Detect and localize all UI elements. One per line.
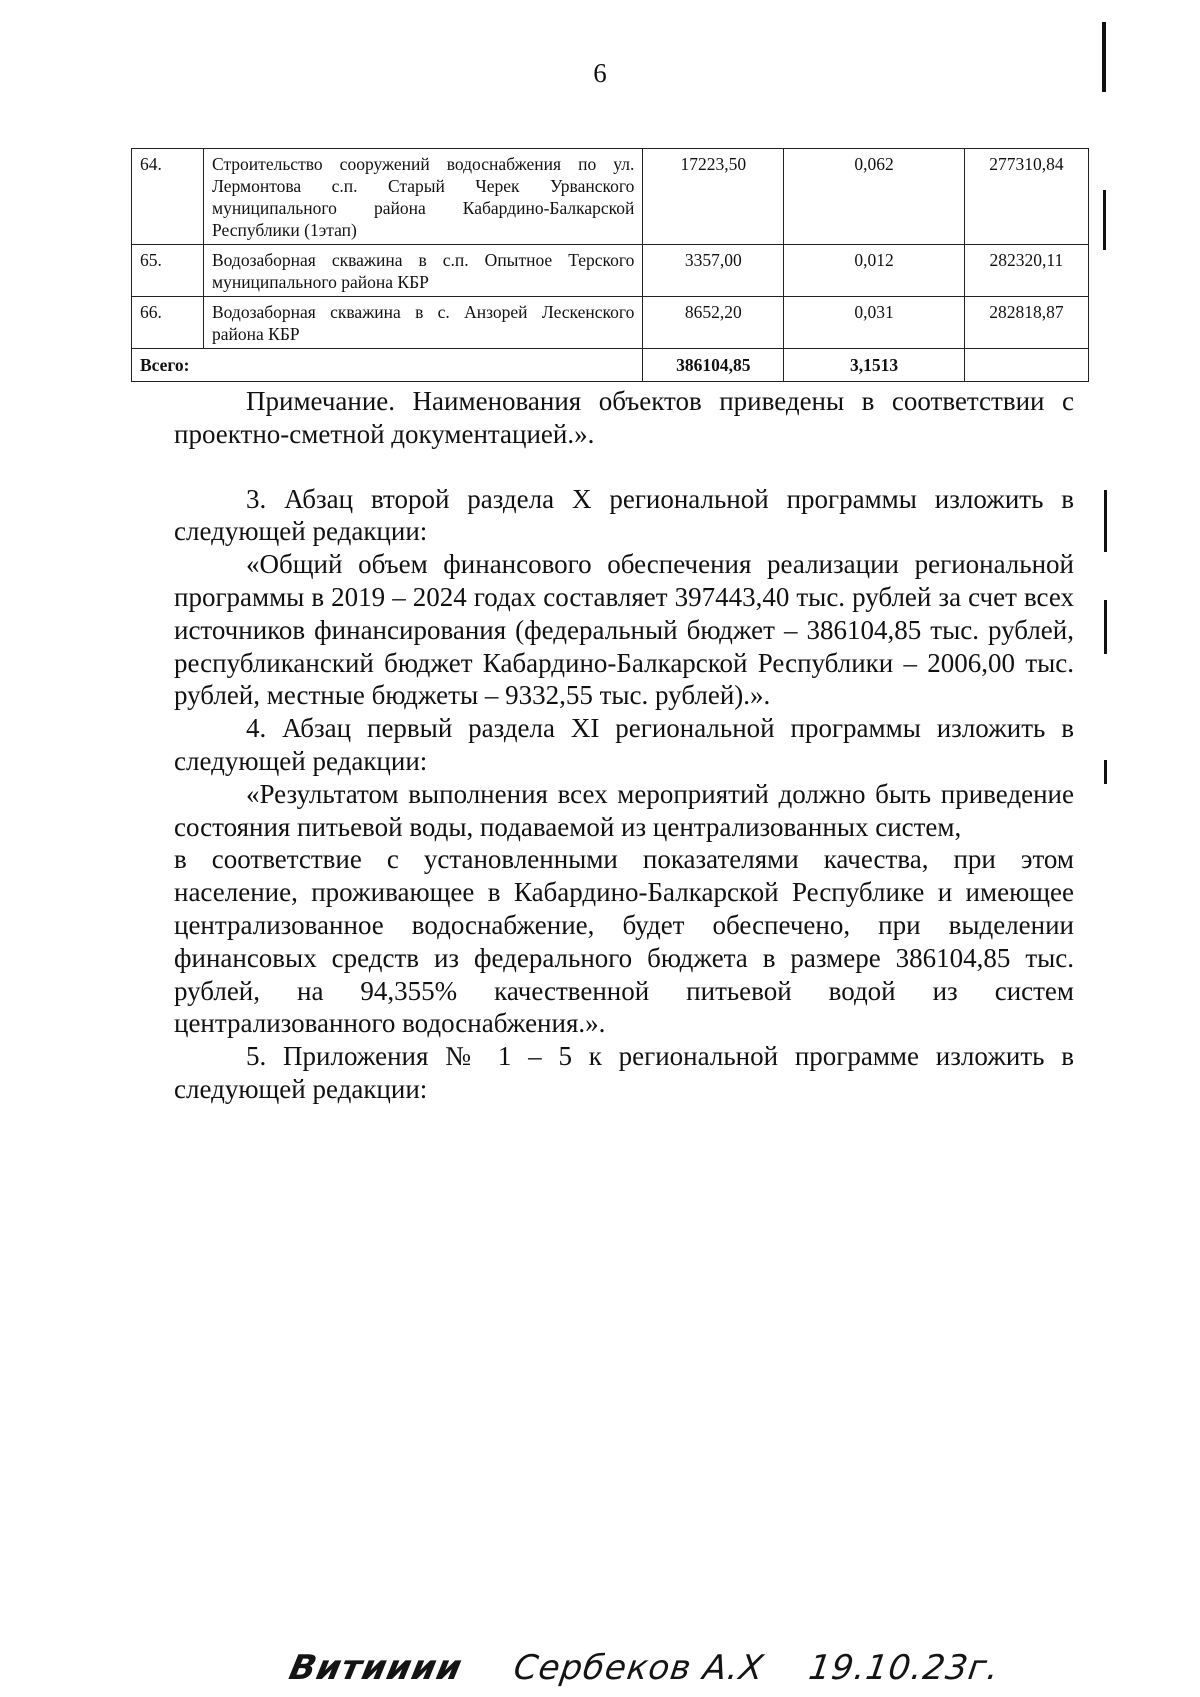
- row-number: 65.: [132, 245, 204, 297]
- table-row: [132, 297, 1089, 349]
- object-name: [204, 149, 643, 245]
- signature-date: 19.10.23г.: [806, 1648, 1002, 1688]
- item-4-quote-part-b: в соответствие с установленными показателями качества, при этом население, проживающее в Кабардино-Балкарской Республике и имеющее централизованное водоснабжение, будет обеспечено, при выделении финансовых средств из федерального бюджета в размере 386104,85 тыс. рублей, на 94,355% качественной питьевой водой из систем централизованного водоснабжения.».: [174, 844, 1074, 1039]
- signature-name: Сербеков А.Х: [510, 1648, 767, 1688]
- total-share: 3,1513: [784, 349, 965, 382]
- object-cumulative: 282320,11: [964, 245, 1088, 297]
- objects-table: [131, 148, 1089, 382]
- item-5-paragraph: 5. Приложения № 1 – 5 к региональной программе изложить в следующей редакции:: [174, 1041, 1074, 1104]
- paragraph-gap: [174, 451, 1074, 483]
- scan-edge-mark: [1102, 22, 1106, 92]
- object-share: 0,062: [784, 149, 965, 245]
- scan-edge-mark: [1104, 490, 1107, 552]
- item-4-quote-part-a: «Результатом выполнения всех мероприятий должно быть приведение состояния питьевой воды, подаваемой из централизованных систем,: [174, 778, 1074, 842]
- total-label: Всего:: [132, 349, 643, 382]
- object-cumulative: 277310,84: [964, 149, 1088, 245]
- scan-edge-mark: [1104, 760, 1107, 784]
- object-name-text: Водозаборная скважина в с.п. Опытное Терского муниципального района КБР: [212, 250, 635, 292]
- object-name-text: Водозаборная скважина в с. Анзорей Лескенского района КБР: [212, 302, 635, 344]
- item-3-quote: «Общий объем финансового обеспечения реализации региональной программы в 2019 – 2024 годах составляет 397443,40 тыс. рублей за счет всех источников финансирования (федеральный бюджет – 386104,85 тыс. рублей, республиканский бюджет Кабардино-Балкарской Республики – 2006,00 тыс. рублей, местные бюджеты – 9332,55 тыс. рублей).».: [174, 549, 1074, 711]
- table-row: [132, 149, 1089, 245]
- table-row: [132, 245, 1089, 297]
- total-cumulative: [964, 349, 1088, 382]
- page-number: 6: [593, 58, 607, 88]
- note-paragraph: Примечание. Наименования объектов приведены в соответствии с проектно-сметной документацией.».: [174, 386, 1074, 449]
- table-total-row: [132, 349, 1089, 382]
- total-cost: 386104,85: [643, 349, 784, 382]
- object-name: [204, 297, 643, 349]
- scan-edge-mark: [1103, 190, 1106, 250]
- object-name: [204, 245, 643, 297]
- item-4-paragraph: 4. Абзац первый раздела XI региональной программы изложить в следующей редакции:: [174, 713, 1074, 776]
- row-number: 66.: [132, 297, 204, 349]
- object-cumulative: 282818,87: [964, 297, 1088, 349]
- row-number: 64.: [132, 149, 204, 245]
- object-share: 0,031: [784, 297, 965, 349]
- handwritten-signature: [285, 1648, 1002, 1688]
- item-3-paragraph: 3. Абзац второй раздела X региональной программы изложить в следующей редакции:: [174, 483, 1074, 547]
- object-share: 0,012: [784, 245, 965, 297]
- object-cost: 8652,20: [643, 297, 784, 349]
- document-body: [174, 385, 1074, 1106]
- object-cost: 17223,50: [643, 149, 784, 245]
- scan-edge-mark: [1104, 600, 1107, 654]
- signature-mark: Витииии: [285, 1648, 467, 1688]
- object-cost: 3357,00: [643, 245, 784, 297]
- object-name-text: Строительство сооружений водоснабжения по ул. Лермонтова с.п. Старый Черек Урванского муниципального района Кабардино-Балкарской Республики (1этап): [212, 154, 635, 240]
